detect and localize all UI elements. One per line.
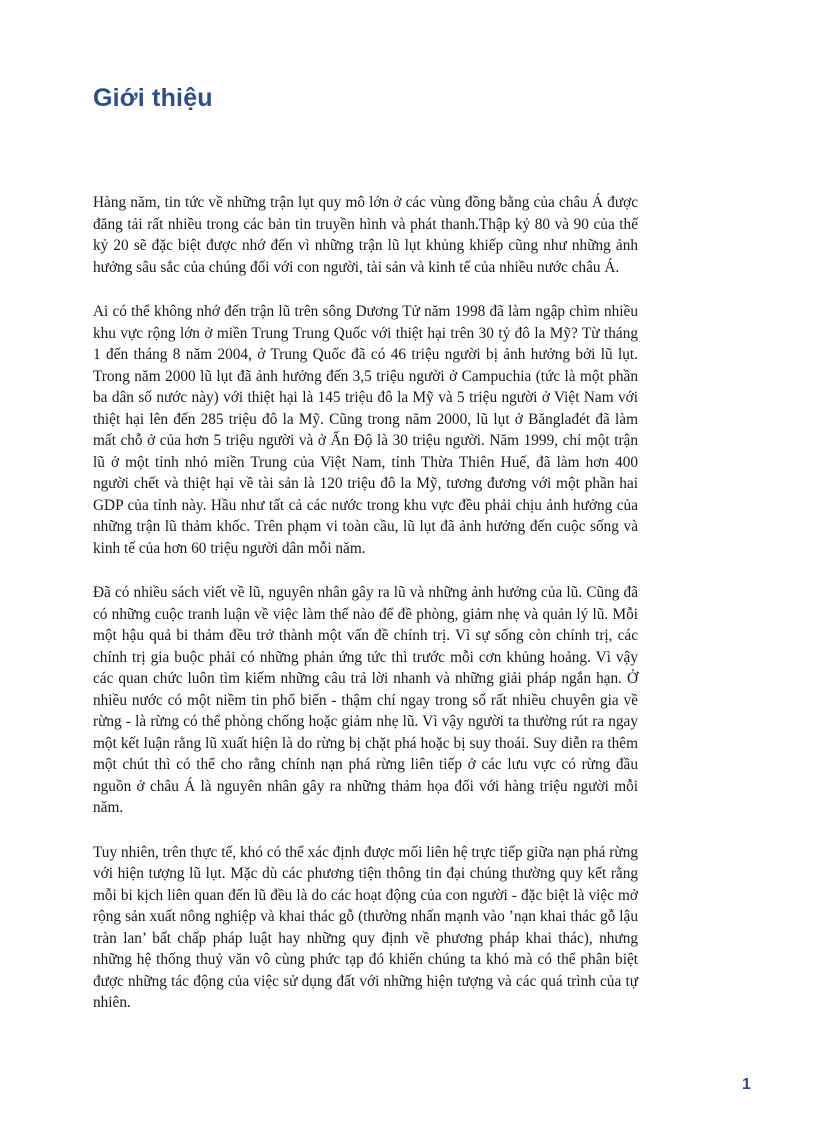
page-title: Giới thiệu <box>93 84 213 112</box>
paragraph-1: Hàng năm, tin tức về những trận lụt quy mô lớn ở các vùng đồng bằng của châu Á được đăng tải rất nhiều trong các bản tin truyền hình và phát thanh.Thập kỷ 80 và 90 của thế kỷ 20 sẽ đặc biệt được nhớ đến vì những trận lũ lụt khủng khiếp cũng như những ảnh hưởng sâu sắc của chúng đối với con người, tài sản và kinh tế của nhiều nước châu Á. <box>93 194 638 276</box>
body-text <box>93 192 638 1037</box>
paragraph-2: Ai có thể không nhớ đến trận lũ trên sông Dương Tử năm 1998 đã làm ngập chìm nhiều khu vực rộng lớn ở miền Trung Trung Quốc với thiệt hại trên 30 tỷ đô la Mỹ? Từ tháng 1 đến tháng 8 năm 2004, ở Trung Quốc đã có 46 triệu người bị ảnh hưởng bởi lũ lụt. Trong năm 2000 lũ lụt đã ảnh hưởng đến 3,5 triệu người ở Campuchia (tức là một phần ba dân số nước này) với thiệt hại là 145 triệu đô la Mỹ và 5 triệu người ở Việt Nam với thiệt hại lên đến 285 triệu đô la Mỹ. Cũng trong năm 2000, lũ lụt ở Bănglađét đã làm mất chỗ ở của hơn 5 triệu người và ở Ấn Độ là 30 triệu người. Năm 1999, chỉ một trận lũ ở một tỉnh nhỏ miền Trung của Việt Nam, tỉnh Thừa Thiên Huế, đã làm hơn 400 người chết và thiệt hại về tài sản là 120 triệu đô la Mỹ, tương đương với một phần hai GDP của tỉnh này. Hầu như tất cả các nước trong khu vực đều phải chịu ảnh hưởng của những trận lũ thảm khốc. Trên phạm vi toàn cầu, lũ lụt đã ảnh hưởng đến cuộc sống và kinh tế của hơn 60 triệu người dân mỗi năm. <box>93 303 638 557</box>
paragraph-4: Tuy nhiên, trên thực tế, khó có thể xác định được mối liên hệ trực tiếp giữa nạn phá rừng với hiện tượng lũ lụt. Mặc dù các phương tiện thông tin đại chúng thường quy kết rằng mỗi bi kịch liên quan đến lũ đều là do các hoạt động của con người - đặc biệt là việc mở rộng sản xuất nông nghiệp và khai thác gỗ (thường nhấn mạnh vào ’nạn khai thác gỗ lậu tràn lan’ bất chấp pháp luật hay những quy định về phương pháp khai thác), nhưng những hệ thống thuỷ văn vô cùng phức tạp đó khiến chúng ta khó mà có thể phân biệt được những tác động của việc sử dụng đất với những hiện tượng và các quá trình của tự nhiên. <box>93 843 638 1011</box>
page-number: 1 <box>742 1076 751 1093</box>
paragraph-3: Đã có nhiều sách viết về lũ, nguyên nhân gây ra lũ và những ảnh hưởng của lũ. Cũng đã có những cuộc tranh luận về việc làm thế nào để đề phòng, giảm nhẹ và quản lý lũ. Mỗi một hậu quả bi thảm đều trở thành một vấn đề chính trị. Vì sự sống còn chính trị, các chính trị gia buộc phải có những phản ứng tức thì trước mỗi cơn khủng hoảng. Vì vậy các quan chức luôn tìm kiếm những câu trả lời nhanh và những giải pháp ngắn hạn. Ở nhiều nước có một niềm tin phổ biến - thậm chí ngay trong số rất nhiều chuyên gia về rừng - là rừng có thể phòng chống hoặc giảm nhẹ lũ. Vì vậy người ta thường rút ra ngay một kết luận rằng lũ xuất hiện là do rừng bị chặt phá hoặc bị suy thoái. Suy diễn ra thêm một chút thì có thể cho rằng chính nạn phá rừng liên tiếp ở các lưu vực có rừng đầu nguồn ở châu Á là nguyên nhân gây ra những thảm họa đối với hàng triệu người mỗi năm. <box>93 584 638 816</box>
